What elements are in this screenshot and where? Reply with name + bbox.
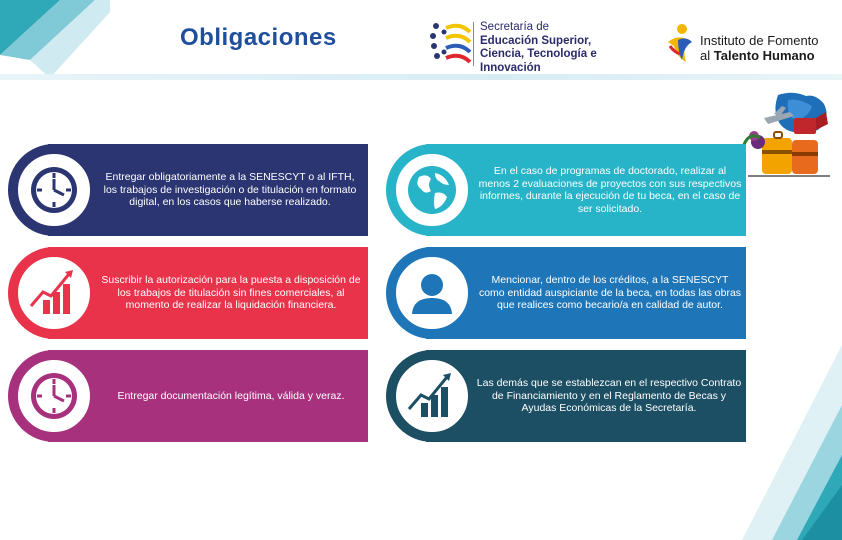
- card-text: Las demás que se establezcan en el respectivo Contrato de Financiamiento y en el Reglamento de Becas y Ayudas Económicas de la Secretaría.: [476, 377, 742, 415]
- page-title: Obligaciones: [180, 24, 337, 51]
- senescyt-emblem-icon: [428, 18, 472, 70]
- ifth-logo: [664, 22, 834, 68]
- card-text: En el caso de programas de doctorado, realizar al menos 2 evaluaciones de proyectos con sus respectivos informes, durante la ejecución de tu beca, en el caso de ser solicitado.: [478, 165, 742, 215]
- obligation-card-4: [386, 247, 746, 339]
- obligation-card-2: [386, 144, 746, 236]
- icon-circle: [386, 144, 478, 236]
- obligation-card-1: [8, 144, 368, 236]
- icon-circle: [8, 247, 100, 339]
- growth-chart-icon: [405, 369, 459, 423]
- globe-icon: [405, 163, 459, 217]
- icon-circle: [386, 350, 478, 442]
- card-text: Mencionar, dentro de los créditos, a la SENESCYT como entidad auspiciante de la beca, en todas las obras que realices como becario/a en calidad de autor.: [478, 274, 742, 312]
- travel-illustration: [738, 90, 838, 180]
- obligation-card-3: [8, 247, 368, 339]
- senescyt-line1: Secretaría de: [480, 21, 550, 33]
- senescyt-logo: [428, 18, 658, 74]
- top-left-decoration: [0, 0, 110, 80]
- card-text: Suscribir la autorización para la puesta a disposición de los trabajos de titulación sin fines comerciales, al momento de realizar la liquidación financiera.: [101, 274, 361, 312]
- clock-icon: [28, 370, 80, 422]
- card-text: Entregar documentación legítima, válida y veraz.: [117, 389, 345, 402]
- icon-circle: [8, 144, 100, 236]
- header-divider: [0, 74, 842, 80]
- obligation-card-5: [8, 350, 368, 442]
- ifth-line2-bold: Talento Humano: [713, 48, 815, 63]
- card-text: Entregar obligatoriamente a la SENESCYT o al IFTH, los trabajos de investigación o de titulación en formato digital, en los casos que haberse realizado.: [103, 171, 357, 209]
- growth-chart-icon: [27, 266, 81, 320]
- ifth-line1: Instituto de Fomento: [700, 33, 819, 48]
- obligation-card-6: [386, 350, 746, 442]
- user-icon: [407, 268, 457, 318]
- senescyt-line3: Ciencia, Tecnología e Innovación: [480, 48, 597, 74]
- senescyt-line2: Educación Superior,: [480, 34, 592, 47]
- clock-icon: [28, 164, 80, 216]
- ifth-line2-prefix: al: [700, 48, 711, 63]
- icon-circle: [8, 350, 100, 442]
- logo-separator: [473, 22, 474, 66]
- bottom-right-decoration: [742, 345, 842, 540]
- ifth-emblem-icon: [664, 22, 696, 66]
- icon-circle: [386, 247, 478, 339]
